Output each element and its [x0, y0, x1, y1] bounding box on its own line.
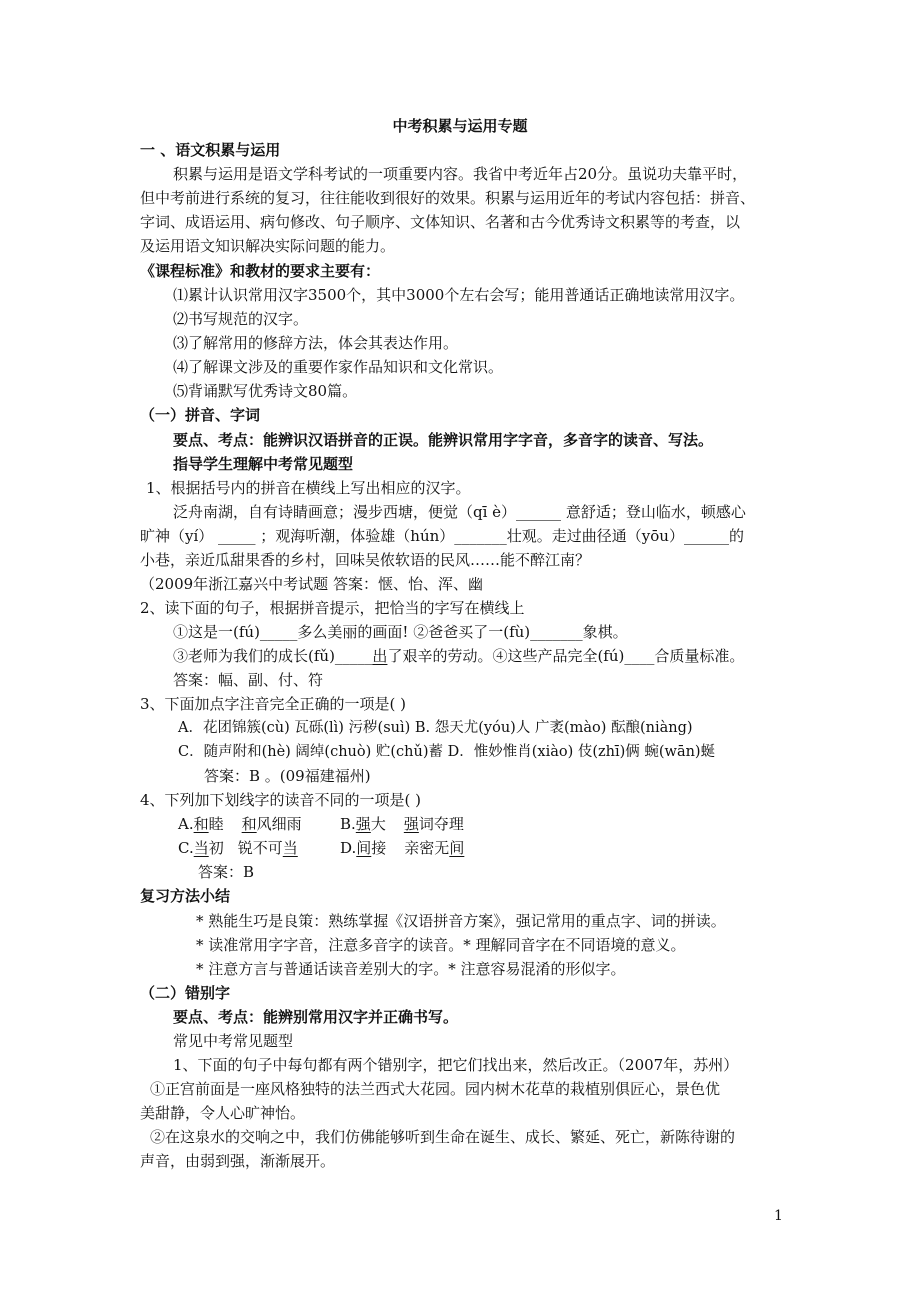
subsection-heading-typos: （二）错别字	[140, 984, 231, 1002]
standard-item-2: ⑵书写规范的汉字。	[173, 310, 309, 328]
q4-option-c-label: C.	[178, 839, 194, 857]
summary-line-2: * 读准常用字字音，注意多音字的读音。* 理解同音字在不同语境的意义。	[196, 936, 686, 954]
standard-item-1: ⑴累计认识常用汉字3500个，其中3000个左右会写；能用普通话正确地读常用汉字。	[173, 286, 745, 304]
typos-key-points: 要点、考点：能辨别常用汉字并正确书写。	[173, 1008, 459, 1026]
q4-option-a-word-2: 风细雨	[256, 815, 302, 833]
q1-answer: （2009年浙江嘉兴中考试题 答案：惬、怡、浑、幽	[140, 575, 483, 593]
q4-option-d-word-1: 接	[371, 839, 387, 857]
q2-line-2-part-a: ③老师为我们的成长(fǔ)_____	[173, 647, 373, 665]
standard-item-4: ⑷了解课文涉及的重要作家作品知识和文化常识。	[173, 358, 504, 376]
q2-line-2	[173, 646, 744, 666]
q4-option-d	[340, 838, 464, 858]
subsection-heading-pinyin: （一）拼音、字词	[140, 406, 261, 424]
q4-option-b-underlined-1: 强	[355, 815, 371, 833]
q3-options-line-2: C．随声附和(hè) 阔绰(chuò) 贮(chǔ)蓄 D．惟妙惟肖(xiào) 伎(zhī)俩 蜿(wān)蜒	[178, 744, 716, 760]
q4-option-b-word-1: 大	[370, 815, 386, 833]
summary-line-3: * 注意方言与普通话读音差别大的字。* 注意容易混淆的形似字。	[196, 960, 626, 978]
q4-stem: 4、下列加下划线字的读音不同的一项是( )	[140, 791, 422, 809]
q1-text-line-3: 小巷，亲近瓜甜果香的乡村，回味吴侬软语的民风……能不醉江南？	[140, 551, 591, 569]
q3-answer: 答案：B 。(09福建福州)	[204, 767, 371, 785]
typos-q1-stem: 1、下面的句子中每句都有两个错别字，把它们找出来，然后改正。（2007年，苏州）	[173, 1056, 739, 1074]
q3-stem: 3、下面加点字注音完全正确的一项是( )	[140, 695, 407, 713]
intro-line-2: 但中考前进行系统的复习，往往能收到很好的效果。积累与运用近年的考试内容包括：拼音、	[140, 189, 756, 207]
q2-line-2-part-b: 了艰辛的劳动。④这些产品完全(fú)____合质量标准。	[387, 647, 745, 665]
q4-option-b-underlined-2: 强	[403, 815, 419, 833]
q2-answer: 答案：幅、副、付、符	[173, 671, 324, 689]
typos-common-types: 常见中考常见题型	[173, 1032, 294, 1050]
q4-option-a	[178, 814, 302, 834]
q4-option-c-word-1: 初	[208, 839, 224, 857]
q4-option-d-underlined-1: 间	[356, 839, 372, 857]
q4-option-c-underlined-1: 当	[193, 839, 209, 857]
q2-line-1: ①这是一(fú)_____多么美丽的画面! ②爸爸买了一(fù)_______象棋。	[173, 623, 628, 641]
q4-option-c-word-2: 锐不可	[237, 839, 283, 857]
q4-option-d-word-2: 亲密无	[404, 839, 450, 857]
q4-answer: 答案：B	[198, 863, 255, 881]
pinyin-guide: 指导学生理解中考常见题型	[173, 455, 354, 473]
standard-item-3: ⑶了解常用的修辞方法，体会其表达作用。	[173, 334, 459, 352]
q4-option-a-underlined-1: 和	[193, 815, 209, 833]
q4-option-c-underlined-2: 当	[282, 839, 298, 857]
q4-option-d-label: D.	[340, 839, 357, 857]
q4-option-b-label: B.	[340, 815, 356, 833]
q4-option-d-underlined-2: 间	[449, 839, 465, 857]
summary-line-1: * 熟能生巧是良策：熟练掌握《汉语拼音方案》，强记常用的重点字、词的拼读。	[196, 912, 726, 930]
q4-option-c	[178, 838, 298, 858]
q1-stem: 1、根据括号内的拼音在横线上写出相应的汉字。	[146, 479, 471, 497]
q2-stem: 2、读下面的句子，根据拼音提示，把恰当的字写在横线上	[140, 599, 525, 617]
q3-options-line-1: A．花团锦簇(cù) 瓦砾(lì) 污秽(suì) B. 怨天尤(yóu)人 广袤(mào) 酝酿(niàng)	[178, 720, 693, 736]
page-number: 1	[774, 1208, 783, 1224]
typos-sentence-2-line-2: 声音，由弱到强，渐渐展开。	[140, 1152, 336, 1170]
q4-option-b-word-2: 词夺理	[418, 815, 464, 833]
intro-line-3: 字词、成语运用、病句修改、句子顺序、文体知识、名著和古今优秀诗文积累等的考查，以	[140, 213, 741, 231]
q4-option-a-underlined-2: 和	[241, 815, 257, 833]
q4-option-a-label: A.	[178, 815, 194, 833]
standards-heading: 《课程标准》和教材的要求主要有：	[140, 262, 381, 280]
typos-sentence-2-line-1: ②在这泉水的交响之中，我们仿佛能够听到生命在诞生、成长、繁延、死亡，新陈待谢的	[150, 1128, 736, 1146]
q4-option-a-word-1: 睦	[208, 815, 224, 833]
summary-heading: 复习方法小结	[140, 887, 231, 905]
section-heading-accumulation: 一 、语文积累与运用	[140, 141, 281, 159]
page-title: 中考积累与运用专题	[392, 117, 528, 135]
q2-underlined-char: 出	[372, 647, 388, 665]
standard-item-5: ⑸背诵默写优秀诗文80篇。	[173, 382, 358, 400]
typos-sentence-1-line-1: ①正宫前面是一座风格独特的法兰西式大花园。园内树木花草的栽植别俱匠心，景色优	[150, 1080, 721, 1098]
pinyin-key-points: 要点、考点：能辨识汉语拼音的正误。能辨识常用字字音，多音字的读音、写法。	[173, 431, 714, 449]
q4-option-b	[340, 814, 464, 834]
intro-line-1: 积累与运用是语文学科考试的一项重要内容。我省中考近年占20分。虽说功夫靠平时，	[173, 165, 748, 183]
q1-text-line-1: 泛舟南湖，自有诗睛画意；漫步西塘，便觉（qī è）______ 意舒适；登山临水，顿感心	[173, 503, 746, 521]
intro-line-4: 及运用语文知识解决实际问题的能力。	[140, 237, 396, 255]
q1-text-line-2: 旷神（yí） _____ ；观海听潮，体验雄（hún）_______壮观。走过曲径通（yōu）______的	[140, 527, 744, 545]
typos-sentence-1-line-2: 美甜静，令人心旷神怡。	[140, 1104, 306, 1122]
